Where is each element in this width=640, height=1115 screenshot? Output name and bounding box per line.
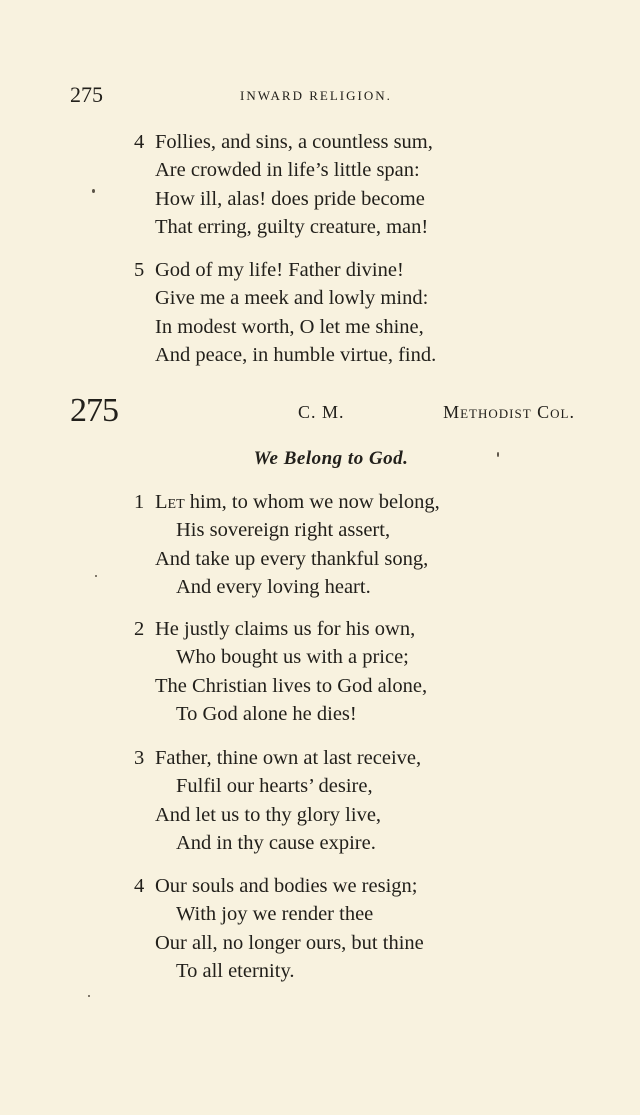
verse-line: He justly claims us for his own, (155, 618, 416, 640)
verse-line: With joy we render thee (176, 903, 374, 926)
verse-line: His sovereign right assert, (176, 519, 391, 542)
hymn-stanza-2 (134, 615, 427, 729)
prev-stanza-4 (134, 128, 433, 242)
verse-line: To God alone he dies! (176, 703, 357, 726)
hymn-stanza-4 (134, 872, 424, 986)
stanza-line (134, 488, 440, 516)
stanza-line (134, 872, 424, 900)
running-head (70, 82, 550, 108)
stanza-number: 5 (134, 259, 145, 281)
stanza-number: 3 (134, 747, 145, 769)
verse-line: And let us to thy glory live, (155, 803, 382, 826)
verse-line: Follies, and sins, a countless sum, (155, 131, 433, 153)
verse-line: him, to whom we now belong, (184, 491, 440, 513)
verse-line: Our all, no longer ours, but thine (155, 931, 424, 954)
verse-line: The Christian lives to God alone, (155, 674, 428, 697)
hymn-title: We Belong to God. (253, 448, 409, 469)
stanza-line (134, 256, 436, 284)
paper-speck (95, 575, 97, 577)
paper-speck (92, 189, 95, 193)
stanza-line (134, 128, 433, 156)
verse-line: That erring, guilty creature, man! (155, 216, 429, 239)
verse-line: Are crowded in life’s little span: (155, 159, 420, 182)
stanza-number: 1 (134, 491, 145, 513)
hymn-number: 275 (70, 392, 118, 429)
verse-line: God of my life! Father divine! (155, 259, 404, 281)
stanza-line (134, 744, 421, 772)
verse-line: And peace, in humble virtue, find. (155, 344, 437, 367)
verse-line: In modest worth, O let me shine, (155, 315, 424, 338)
verse-line: To all eternity. (176, 960, 295, 983)
verse-line: How ill, alas! does pride become (155, 187, 425, 210)
verse-line: Fulfil our hearts’ desire, (176, 775, 373, 798)
hymn-stanza-1 (134, 488, 440, 602)
hymn-composer: Methodist Col. (443, 402, 575, 422)
prev-stanza-5 (134, 256, 436, 370)
hymn-header (70, 392, 575, 432)
running-title: INWARD RELIGION. (240, 88, 392, 103)
verse-line: Our souls and bodies we resign; (155, 875, 418, 897)
verse-line: And take up every thankful song, (155, 547, 429, 570)
verse-line: Father, thine own at last receive, (155, 747, 422, 769)
hymn-meter: C. M. (298, 402, 345, 422)
verse-line: Who bought us with a price; (176, 646, 409, 669)
hymn-stanza-3 (134, 744, 421, 858)
page-number: 275 (70, 82, 103, 107)
stanza-number: 4 (134, 131, 145, 153)
verse-line: And every loving heart. (176, 576, 371, 599)
verse-line: Give me a meek and lowly mind: (155, 287, 429, 310)
stanza-line (134, 615, 427, 643)
first-word: Let (155, 491, 185, 513)
paper-speck (497, 452, 499, 457)
paper-speck (88, 995, 90, 997)
verse-line: And in thy cause expire. (176, 832, 376, 855)
stanza-number: 2 (134, 618, 145, 640)
stanza-number: 4 (134, 875, 145, 897)
